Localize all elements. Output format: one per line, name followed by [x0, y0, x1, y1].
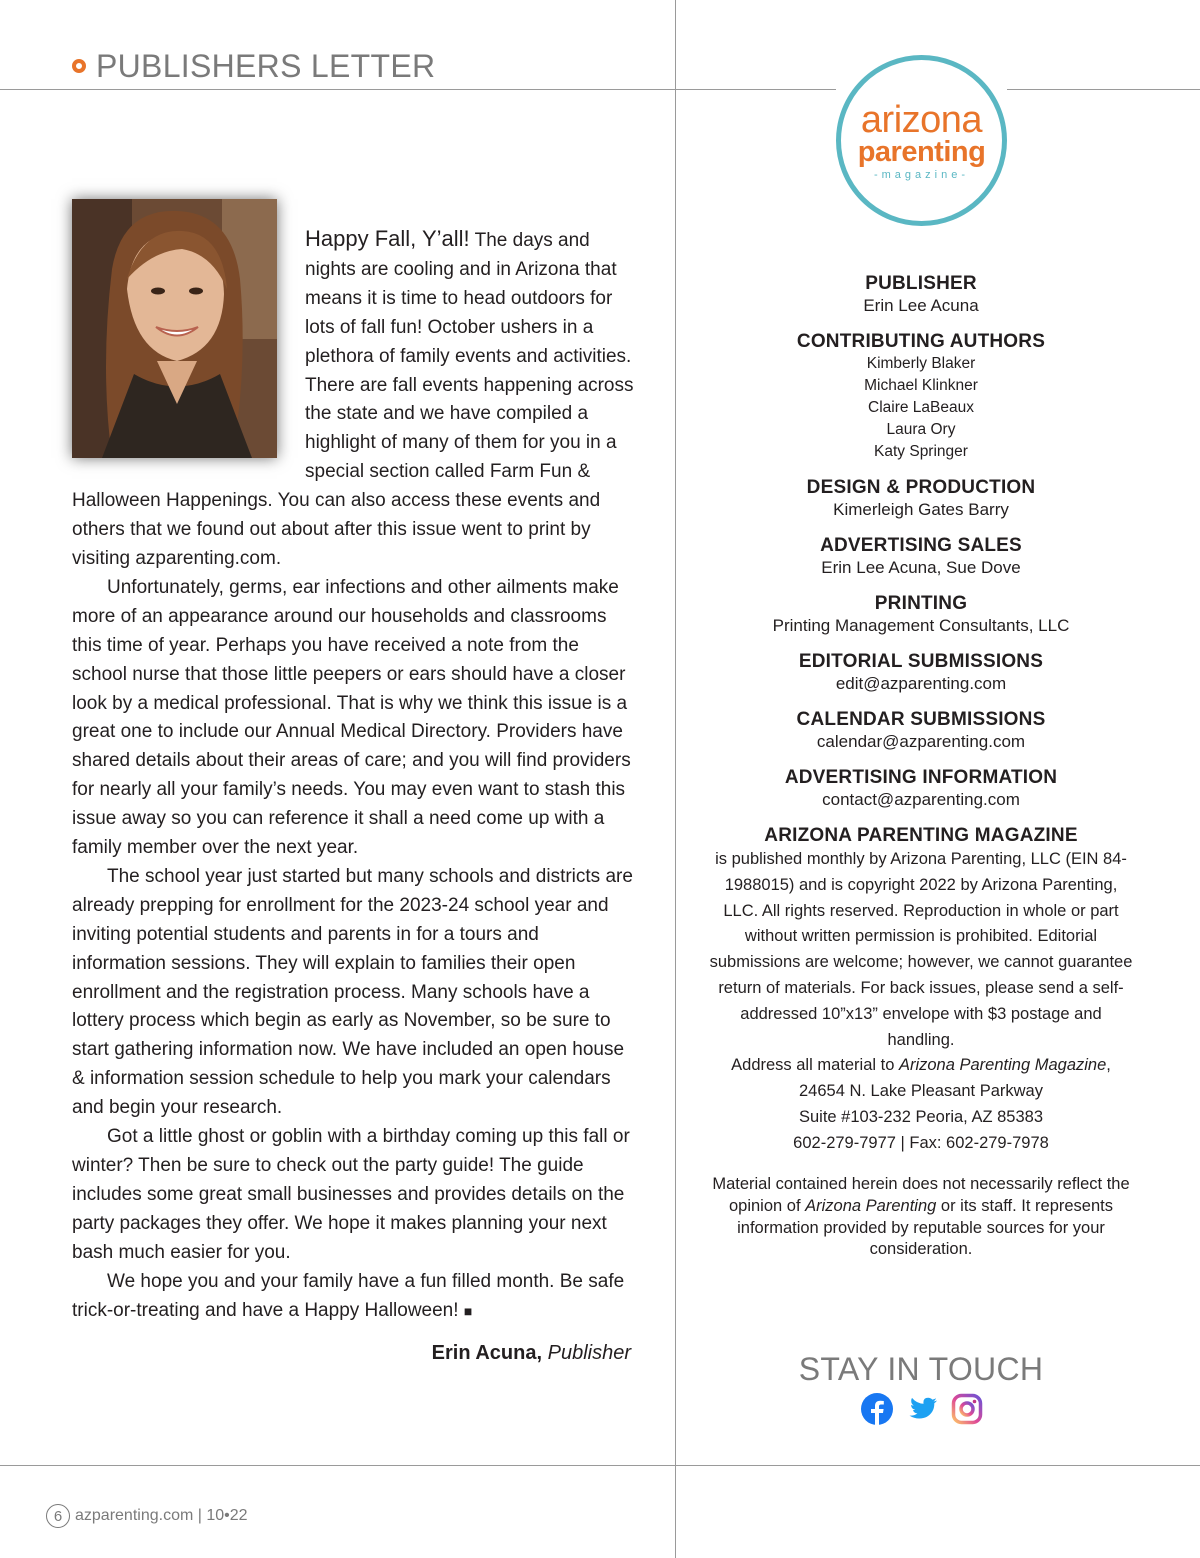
- masthead-magazine: [706, 824, 1136, 1157]
- masthead-value: Printing Management Consultants, LLC: [772, 616, 1070, 635]
- letter-body: [72, 225, 637, 1325]
- masthead-printing: [706, 592, 1136, 637]
- masthead-heading: EDITORIAL SUBMISSIONS: [798, 651, 1044, 672]
- address-intro: Address all material to: [731, 1056, 899, 1075]
- editorial-email: edit@azparenting.com: [835, 674, 1007, 693]
- twitter-icon[interactable]: [906, 1393, 938, 1425]
- masthead-heading: CONTRIBUTING AUTHORS: [796, 331, 1046, 352]
- footer-text: azparenting.com | 10•22: [75, 1507, 248, 1524]
- masthead-calendar: [706, 708, 1136, 753]
- calendar-email: calendar@azparenting.com: [816, 732, 1026, 751]
- social-icons: [861, 1393, 983, 1425]
- masthead-heading: ADVERTISING SALES: [820, 535, 1022, 556]
- signature-name: Erin Acuna,: [431, 1342, 543, 1364]
- masthead: [706, 272, 1136, 1170]
- column-divider: [675, 0, 676, 1558]
- letter-paragraph-3: The school year just started but many schools and districts are already prepping for enrollment for the 2023-24 school year and inviting potential students and parents in for a tours and information sessions. They will explain to families their open enrollment and the registration process. Many schools have a lottery process which begin as early as November, so be sure to start gathering information now. We have included an open house & information session schedule to help you mark your calendars and begin your research.: [72, 865, 633, 1119]
- masthead-heading: PUBLISHER: [865, 273, 977, 294]
- masthead-design: [706, 476, 1136, 521]
- section-header: [72, 48, 435, 84]
- masthead-value: Erin Lee Acuna, Sue Dove: [821, 558, 1021, 577]
- masthead-ad-info: [706, 766, 1136, 811]
- signature: [72, 1339, 631, 1367]
- masthead-ad-sales: [706, 534, 1136, 579]
- masthead-heading: DESIGN & PRODUCTION: [806, 477, 1036, 498]
- address-intro-line: [706, 1053, 1136, 1079]
- disclaimer-brand: Arizona Parenting: [805, 1196, 937, 1215]
- author-name: Claire LaBeaux: [868, 399, 974, 416]
- header-rule-right-a: [676, 89, 836, 90]
- address-magazine-name: Arizona Parenting Magazine: [898, 1056, 1107, 1075]
- letter-paragraph-2: Unfortunately, germs, ear infections and other ailments make more of an appearance around our households and classrooms this time of year. Perhaps you have received a note from the school nurse that those little peepers or ears should have a closer look by a medical professional. That is why we think this issue is a great one to include our Annual Medical Directory. Providers have shared details about their areas of care; and you will find providers for nearly all your family’s needs. You may even want to stash this issue away so you can reference it shall a need come up with a family member over the next year.: [72, 576, 631, 859]
- masthead-value: Kimerleigh Gates Barry: [833, 500, 1009, 519]
- photo-wrap-spacer: [72, 225, 305, 485]
- letter-paragraph-5: [72, 1268, 637, 1326]
- masthead-publisher: [706, 272, 1136, 317]
- author-name: Laura Ory: [886, 421, 956, 438]
- signature-title: Publisher: [547, 1342, 631, 1364]
- letter-paragraph-1-text: The days and nights are cooling and in Arizona that means it is time to head outdoors for lots of fall fun! October ushers in a plethora of family events and activities. There are fall events happening across the state and we have compiled a highlight of many of them for you in a special section called Farm Fun & Halloween Happenings. You can also access these events and others that we found out about after this issue went to print by visiting azparenting.com.: [72, 230, 634, 569]
- letter-paragraph-5-text: We hope you and your family have a fun filled month. Be safe trick-or-treating and have a Happy Halloween!: [72, 1270, 625, 1321]
- masthead-value: Erin Lee Acuna: [863, 296, 979, 315]
- letter-paragraph-4: Got a little ghost or goblin with a birthday coming up this fall or winter? Then be sure to check out the party guide! The guide includes some great small businesses and provides details on the party packages they offer. We hope it makes planning your next bash much easier for you.: [72, 1126, 630, 1263]
- page-footer: [46, 1504, 248, 1528]
- facebook-icon[interactable]: [861, 1393, 893, 1425]
- header-rule: [0, 89, 675, 90]
- address-line-2: Suite #103-232 Peoria, AZ 85383: [798, 1107, 1043, 1126]
- address-line-1: 24654 N. Lake Pleasant Parkway: [799, 1082, 1043, 1101]
- disclaimer-text-1: Material contained herein does not necessarily reflect the opinion of: [712, 1175, 1130, 1215]
- author-name: Michael Klinkner: [864, 377, 978, 394]
- end-square-icon: ■: [463, 1302, 473, 1319]
- masthead-heading: PRINTING: [874, 593, 968, 614]
- magazine-statement: is published monthly by Arizona Parenting, LLC (EIN 84-1988015) and is copyright 2022 by Arizona Parenting, LLC. All rights reserved. Reproduction in whole or part without written permission is prohibited. Editorial submissions are welcome; however, we cannot guarantee return of materials. For back issues, please send a self-addressed 10”x13” envelope with $3 postage and handling.: [709, 850, 1133, 1049]
- stay-in-touch-heading: STAY IN TOUCH: [798, 1351, 1044, 1387]
- letter-greeting: Happy Fall, Y’all!: [305, 226, 470, 251]
- masthead-heading: CALENDAR SUBMISSIONS: [796, 709, 1046, 730]
- masthead-heading: ADVERTISING INFORMATION: [784, 767, 1058, 788]
- author-name: Kimberly Blaker: [866, 355, 976, 372]
- circle-bullet-icon: [72, 59, 86, 73]
- masthead-editorial: [706, 650, 1136, 695]
- disclaimer: [706, 1174, 1136, 1261]
- arizona-parenting-logo: [836, 55, 1007, 226]
- phone-fax: 602-279-7977 | Fax: 602-279-7978: [793, 1133, 1049, 1152]
- address-comma: ,: [1106, 1056, 1111, 1075]
- masthead-authors: [706, 330, 1136, 463]
- header-rule-right-b: [1007, 89, 1200, 90]
- logo-word-arizona: arizona: [860, 99, 983, 141]
- disclaimer-text-2: or its staff. It represents information provided by reputable sources for your consideration.: [737, 1196, 1113, 1259]
- masthead-heading: ARIZONA PARENTING MAGAZINE: [764, 825, 1078, 846]
- logo-word-parenting: parenting: [857, 136, 986, 168]
- page-number: 6: [46, 1504, 70, 1528]
- instagram-icon[interactable]: [951, 1393, 983, 1425]
- section-title: PUBLISHERS LETTER: [96, 48, 436, 84]
- author-name: Katy Springer: [874, 443, 968, 460]
- contact-email: contact@azparenting.com: [822, 790, 1020, 809]
- logo-word-magazine: -magazine-: [873, 169, 970, 181]
- footer-rule: [0, 1465, 1200, 1466]
